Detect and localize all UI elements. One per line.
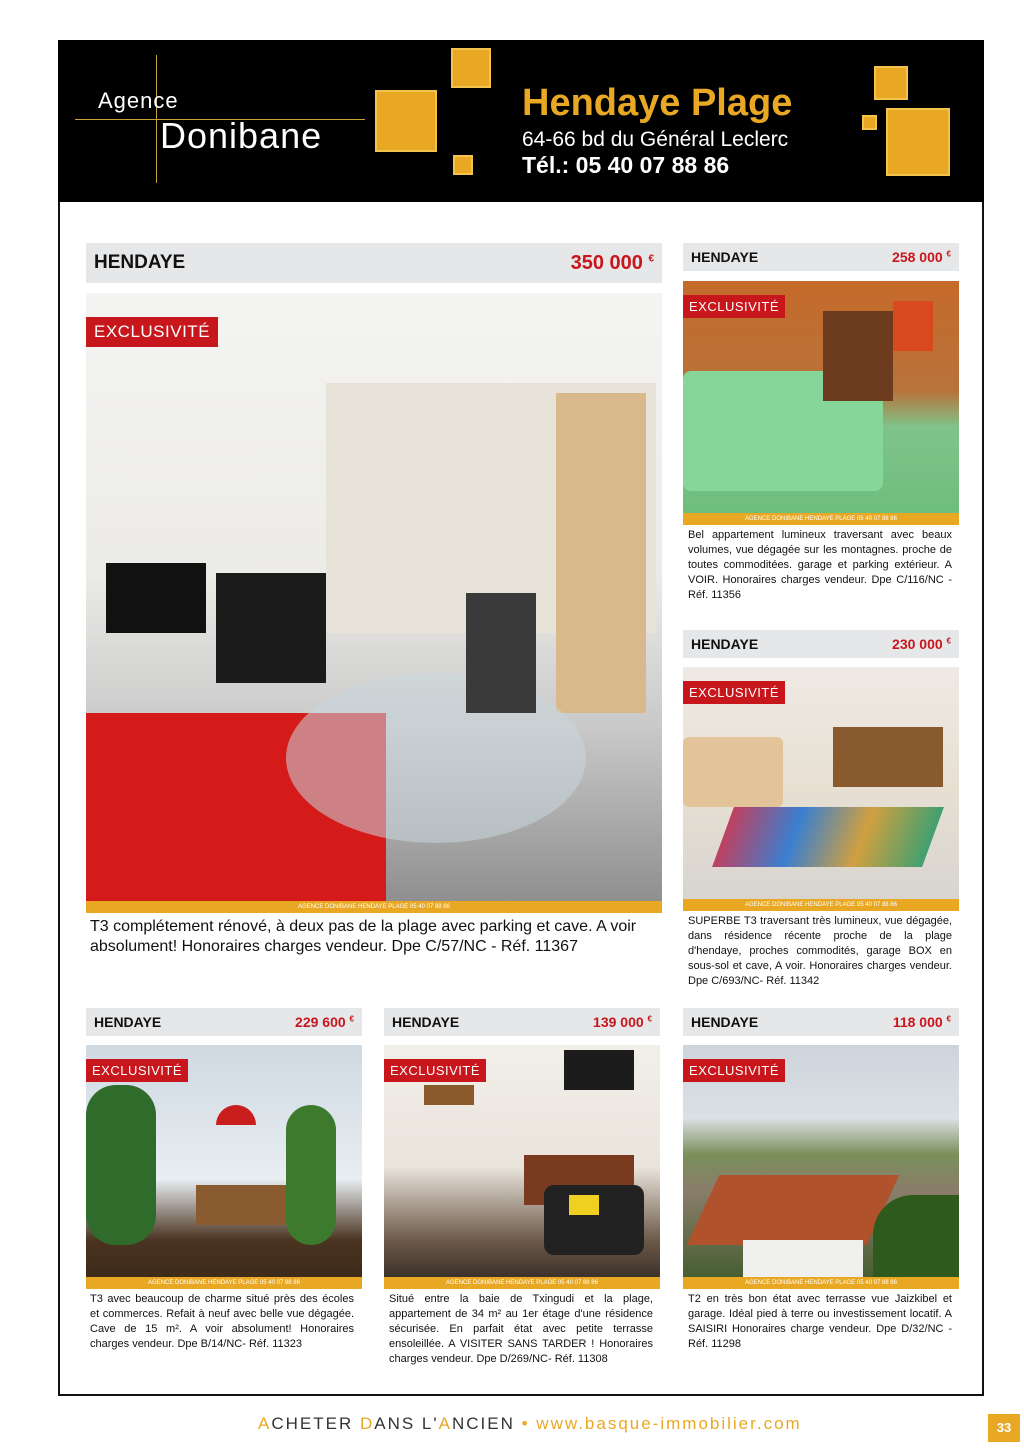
office-address: 64-66 bd du Général Leclerc [522,128,789,151]
office-title: Hendaye Plage [522,82,793,124]
photo-caption-strip: AGENCE DONIBANE HENDAYE PLAGE 05 40 07 88 86 [683,899,959,911]
listing-city: HENDAYE [691,1014,759,1030]
listing-description: T3 avec beaucoup de charme situé près des écoles et commerces. Refait à neuf avec belle vue dégagée. Cave de 15 m². A voir absolument! Honoraires charges vendeur. Dpe B/14/NC- Réf. 11323 [90,1293,354,1350]
listing-header [683,630,959,658]
photo-caption-strip: AGENCE DONIBANE HENDAYE PLAGE 05 40 07 88 86 [683,1277,959,1289]
exclusivity-badge: EXCLUSIVITÉ [683,295,785,318]
listing-city: HENDAYE [691,249,759,265]
listing-header [86,243,662,283]
logo-rule-vertical [156,55,157,183]
listing-description: T3 complétement rénové, à deux pas de la plage avec parking et cave. A voir absolument! Honoraires charges vendeur. Dpe C/57/NC - Réf. 11367 [90,918,637,955]
exclusivity-badge: EXCLUSIVITÉ [86,1059,188,1082]
listing-photo[interactable] [384,1045,660,1289]
listing-header [86,1008,362,1036]
listing-description: Situé entre la baie de Txingudi et la plage, appartement de 34 m² au 1er étage d'une résidence sécurisée. En parfait état avec petite terrasse ensoleillée. A VISITER SANS TARDER ! Honoraires charges vendeur. Dpe D/269/NC- Réf. 11308 [389,1293,653,1365]
listing-price: 118 000 € [892,1014,951,1030]
agency-name-top: Agence [98,88,179,113]
photo-caption-strip: AGENCE DONIBANE HENDAYE PLAGE 05 40 07 88 86 [683,513,959,525]
exclusivity-badge: EXCLUSIVITÉ [683,1059,785,1082]
listing-photo[interactable] [683,667,959,911]
logo-square [886,108,950,176]
exclusivity-badge: EXCLUSIVITÉ [384,1059,486,1082]
listing-header [384,1008,660,1036]
logo-square [375,90,437,152]
exclusivity-badge: EXCLUSIVITÉ [86,317,218,347]
listing-price: 229 600 € [295,1014,354,1030]
footer-url[interactable]: www.basque-immobilier.com [536,1414,802,1433]
listing-description: T2 en très bon état avec terrasse vue Jaizkibel et garage. Idéal pied à terre ou investissement locatif. A SAISIRI Honoraires charge vendeur. Dpe D/32/NC - Réf. 11298 [688,1293,952,1350]
exclusivity-badge: EXCLUSIVITÉ [683,681,785,704]
listing-city: HENDAYE [94,252,186,273]
listing-header [683,1008,959,1036]
listing-city: HENDAYE [94,1014,162,1030]
listing-city: HENDAYE [691,636,759,652]
listing-header [683,243,959,271]
listing-photo[interactable] [86,1045,362,1289]
logo-square [451,48,491,88]
logo-square [874,66,908,100]
logo-square [453,155,473,175]
footer-tagline: ACHETER DANS L'ANCIEN • www.basque-immobilier.com [258,1414,802,1433]
photo-caption-strip: AGENCE DONIBANE HENDAYE PLAGE 05 40 07 88 86 [384,1277,660,1289]
photo-caption-strip: AGENCE DONIBANE HENDAYE PLAGE 05 40 07 88 86 [86,901,662,913]
listing-price: 230 000 € [892,636,951,652]
listing-price: 258 000 € [892,249,951,265]
photo-caption-strip: AGENCE DONIBANE HENDAYE PLAGE 05 40 07 88 86 [86,1277,362,1289]
agency-name-bottom: Donibane [160,115,323,156]
listing-description: SUPERBE T3 traversant très lumineux, vue dégagée, dans résidence récente proche de la plage d'hendaye, proches commodités, garage BOX en sous-sol et cave, A voir. Honoraires charges vendeur. Dpe C/693/NC- Réf. 11342 [688,915,952,987]
office-phone: Tél.: 05 40 07 88 86 [522,152,730,178]
page-number: 33 [988,1414,1020,1442]
listing-price: 350 000 € [570,251,654,274]
listing-city: HENDAYE [392,1014,460,1030]
listing-photo[interactable] [86,293,662,913]
listing-photo[interactable] [683,281,959,525]
listing-price: 139 000 € [593,1014,652,1030]
listing-description: Bel appartement lumineux traversant avec beaux volumes, vue dégagée sur les montagnes. proche de toutes commoditées. garage et parking extérieur. A VOIR. Honoraires charges vendeur. Dpe C/116/NC - Réf. 11356 [688,529,952,601]
listing-photo[interactable] [683,1045,959,1289]
logo-square [862,115,877,130]
